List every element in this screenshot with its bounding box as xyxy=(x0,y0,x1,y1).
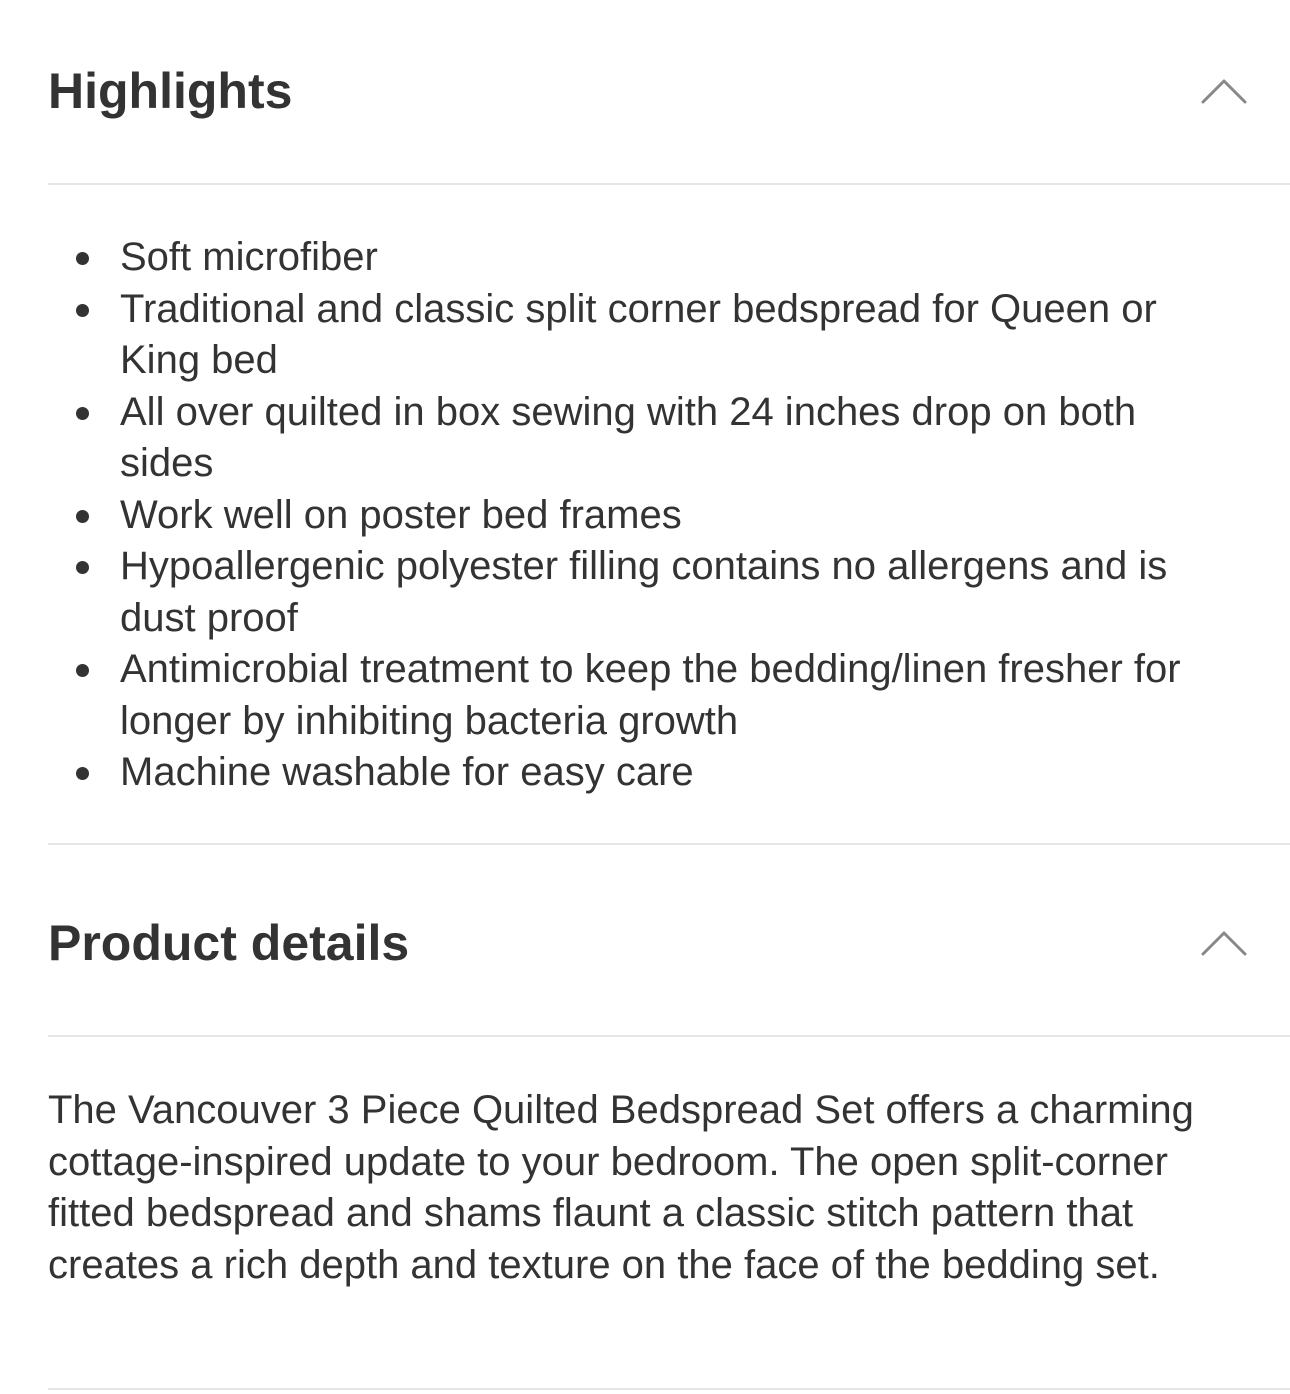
highlights-collapse-button[interactable] xyxy=(1194,71,1254,111)
product-details-collapse-button[interactable] xyxy=(1194,923,1254,963)
product-details-header[interactable] xyxy=(48,912,1290,974)
highlight-text: Antimicrobial treatment to keep the bedding/linen fresher for longer by inhibiting bacteria growth xyxy=(120,647,1181,743)
product-description: The Vancouver 3 Piece Quilted Bedspread Set offers a charming cottage-inspired update to your bedroom. The open split-corner fitted bedspread and shams flaunt a classic stitch pattern that creates a rich depth and texture on the face of the bedding set. xyxy=(48,1088,1194,1287)
list-item xyxy=(48,490,1228,542)
bullet-icon xyxy=(76,767,89,780)
list-item xyxy=(48,747,1228,799)
product-details-divider-top xyxy=(48,1035,1290,1037)
chevron-up-icon xyxy=(1201,78,1247,104)
highlight-text: Hypoallergenic polyester filling contains no allergens and is dust proof xyxy=(120,544,1168,640)
bullet-icon xyxy=(76,664,89,677)
highlights-header[interactable] xyxy=(48,60,1290,122)
highlight-text: All over quilted in box sewing with 24 inches drop on both sides xyxy=(120,389,1137,485)
highlights-title: Highlights xyxy=(48,63,293,119)
highlight-text: Soft microfiber xyxy=(120,235,378,279)
chevron-up-icon xyxy=(1201,930,1247,956)
highlight-text: Machine washable for easy care xyxy=(120,750,694,794)
highlight-text: Traditional and classic split corner bedspread for Queen or King bed xyxy=(120,286,1157,382)
highlights-list xyxy=(48,232,1228,799)
product-details-title: Product details xyxy=(48,915,410,971)
list-item xyxy=(48,387,1228,490)
list-item xyxy=(48,541,1228,644)
bullet-icon xyxy=(76,252,89,265)
bullet-icon xyxy=(76,304,89,317)
bullet-icon xyxy=(76,510,89,523)
bullet-icon xyxy=(76,407,89,420)
highlights-divider-bottom xyxy=(48,843,1290,845)
list-item xyxy=(48,232,1228,284)
list-item xyxy=(48,644,1228,747)
list-item xyxy=(48,284,1228,387)
highlight-text: Work well on poster bed frames xyxy=(120,492,682,537)
highlights-divider-top xyxy=(48,183,1290,185)
product-details-divider-bottom xyxy=(48,1388,1290,1390)
bullet-icon xyxy=(76,561,89,574)
